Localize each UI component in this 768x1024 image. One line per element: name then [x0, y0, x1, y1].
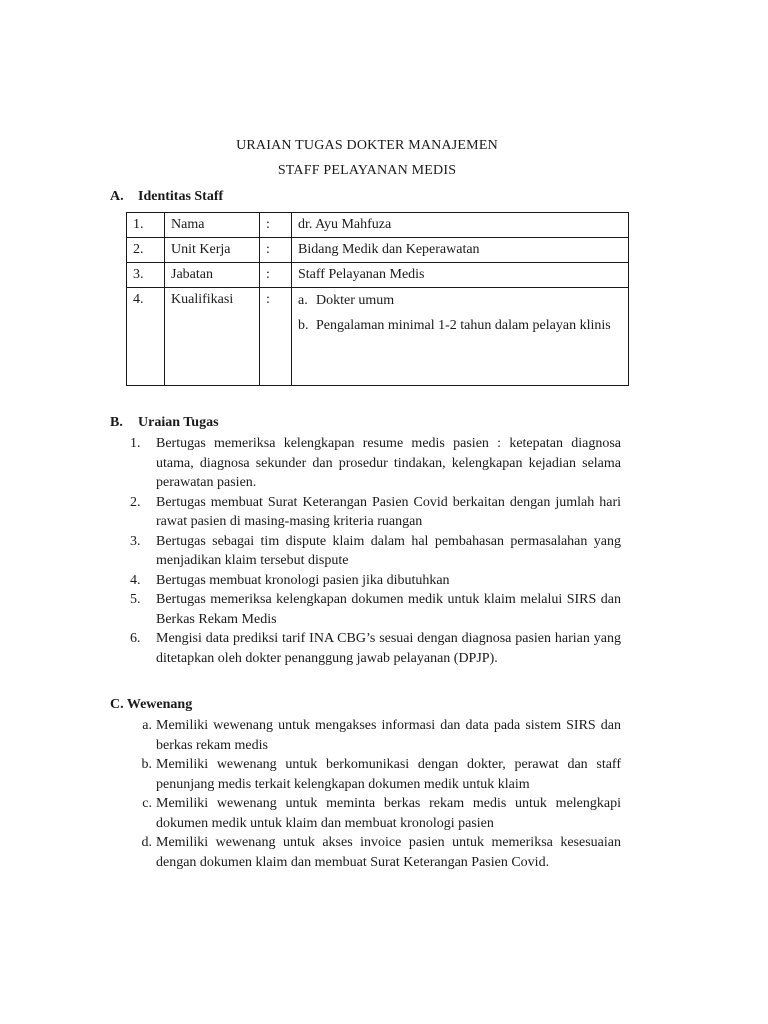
section-c-heading: C. Wewenang: [110, 697, 193, 712]
list-text: Bertugas memeriksa kelengkapan dokumen medik untuk klaim melalui SIRS dan Berkas Rekam Medis: [156, 592, 621, 627]
list-marker: 4.: [130, 572, 141, 588]
section-b-letter: B.: [110, 415, 123, 430]
row-number: 2.: [127, 238, 165, 263]
list-marker: 3.: [130, 533, 141, 549]
list-marker: 5.: [130, 592, 141, 607]
row-number: 3.: [127, 263, 165, 288]
list-text: Memiliki wewenang untuk meminta berkas rekam medis untuk melengkapi dokumen medik untuk klaim dan membuat kronologi pasien: [156, 796, 621, 831]
list-text: Bertugas memeriksa kelengkapan resume medis pasien : ketepatan diagnosa utama, diagnosa sekunder dan prosedur tindakan, kelengkapan kejadian selama perawatan pasien.: [156, 436, 621, 490]
row-number: 4.: [127, 288, 165, 386]
duties-list: [130, 434, 621, 668]
qualification-letter: b.: [298, 318, 309, 333]
row-label: Jabatan: [165, 263, 260, 288]
list-marker: d.: [141, 835, 152, 850]
list-text: Memiliki wewenang untuk akses invoice pasien untuk memeriksa kesesuaian dengan dokumen klaim dan membuat Surat Keterangan Pasien Covid.: [156, 835, 621, 870]
list-marker: 1.: [130, 436, 141, 451]
list-item: [130, 629, 621, 668]
table-row: [127, 213, 629, 238]
row-colon: :: [260, 263, 292, 288]
section-a-heading: [110, 189, 223, 205]
list-item: [130, 532, 621, 571]
document-title-line-1: URAIAN TUGAS DOKTER MANAJEMEN: [236, 138, 498, 153]
qualification-text: Dokter umum: [316, 293, 395, 308]
list-item: [130, 833, 621, 872]
list-item: [130, 493, 621, 532]
row-colon: :: [260, 238, 292, 263]
qualification-text: Pengalaman minimal 1-2 tahun dalam pelayan klinis: [316, 318, 611, 333]
row-value: Bidang Medik dan Keperawatan: [292, 238, 629, 263]
section-b-heading: [110, 415, 219, 431]
section-a-title: Identitas Staff: [138, 189, 224, 204]
row-label: Nama: [165, 213, 260, 238]
qualification-letter: a.: [298, 293, 308, 308]
row-number: 1.: [127, 213, 165, 238]
list-text: Bertugas membuat kronologi pasien jika dibutuhkan: [156, 572, 450, 588]
list-marker: b.: [141, 757, 152, 772]
list-text: Bertugas sebagai tim dispute klaim dalam hal pembahasan permasalahan yang menjadikan klaim tersebut dispute: [156, 533, 621, 568]
list-text: Mengisi data prediksi tarif INA CBG’s sesuai dengan diagnosa pasien harian yang ditetapkan oleh dokter penanggung jawab pelayanan (DPJP).: [156, 631, 621, 666]
qualification-item: [298, 288, 622, 313]
list-item: [130, 716, 621, 755]
row-value: dr. Ayu Mahfuza: [292, 213, 629, 238]
qualification-item: [298, 313, 622, 338]
list-marker: a.: [142, 718, 152, 733]
section-b-title: Uraian Tugas: [138, 415, 219, 430]
list-item: [130, 755, 621, 794]
identity-table: [126, 212, 629, 386]
list-text: Memiliki wewenang untuk berkomunikasi dengan dokter, perawat dan staff penunjang medis terkait kelengkapan dokumen medik untuk klaim: [156, 757, 621, 792]
row-colon: :: [260, 213, 292, 238]
table-row: [127, 238, 629, 263]
table-row: [127, 288, 629, 386]
list-marker: 2.: [130, 494, 141, 510]
document-title-line-2: STAFF PELAYANAN MEDIS: [277, 163, 457, 178]
table-row: [127, 263, 629, 288]
list-marker: c.: [142, 796, 152, 811]
row-colon: :: [260, 288, 292, 386]
list-item: [130, 794, 621, 833]
section-a-letter: A.: [110, 189, 124, 204]
row-label: Kualifikasi: [165, 288, 260, 386]
list-item: [130, 590, 621, 629]
list-item: [130, 571, 621, 591]
list-text: Memiliki wewenang untuk mengakses informasi dan data pada sistem SIRS dan berkas rekam medis: [156, 718, 621, 753]
row-label: Unit Kerja: [165, 238, 260, 263]
row-value: Staff Pelayanan Medis: [292, 263, 629, 288]
list-item: [130, 434, 621, 493]
qualification-cell: [292, 288, 629, 386]
authority-list: [130, 716, 621, 872]
list-text: Bertugas membuat Surat Keterangan Pasien Covid berkaitan dengan jumlah hari rawat pasien di masing-masing kriteria ruangan: [156, 494, 621, 529]
list-marker: 6.: [130, 631, 141, 646]
